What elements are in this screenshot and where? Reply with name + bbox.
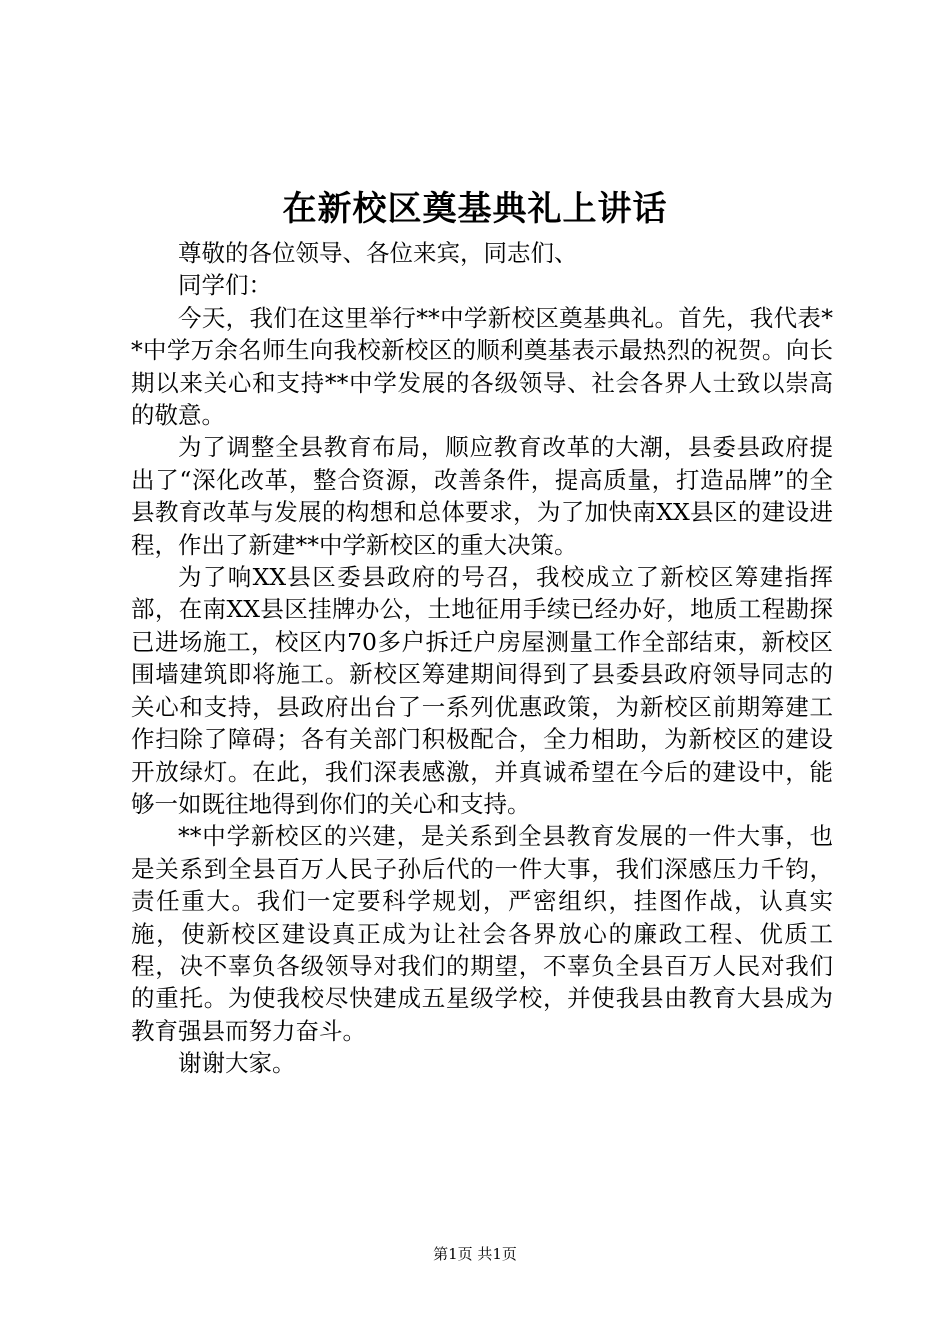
paragraph-opening: 今天，我们在这里举行**中学新校区奠基典礼。首先，我代表**中学万余名师生向我校新校区的顺利奠基表示最热烈的祝贺。向长期以来关心和支持**中学发展的各级领导、社会各界人士致以崇高的敬意。: [131, 303, 833, 430]
page-number: 第1页 共1页: [433, 1245, 517, 1263]
salutation-line-1: 尊敬的各位领导、各位来宾，同志们、: [178, 239, 578, 267]
document-body: [131, 237, 833, 1080]
salutation-line-2: 同学们：: [178, 271, 272, 300]
paragraph-background: 为了调整全县教育布局，顺应教育改革的大潮，县委县政府提出了“深化改革，整合资源，改善条件，提高质量，打造品牌”的全县教育改革与发展的构想和总体要求，为了加快南XX县区的建设进程，作出了新建**中学新校区的重大决策。: [131, 433, 833, 559]
paragraph-progress: 为了响XX县区委县政府的号召，我校成立了新校区筹建指挥部，在南XX县区挂牌办公，土地征用手续已经办好，地质工程勘探已进场施工，校区内70多户拆迁户房屋测量工作全部结束，新校区围墙建筑即将施工。新校区筹建期间得到了县委县政府领导同志的关心和支持，县政府出台了一系列优惠政策，为新校区前期筹建工作扫除了障碍；各有关部门积极配合，全力相助，为新校区的建设开放绿灯。在此，我们深表感激，并真诚希望在今后的建设中，能够一如既往地得到你们的关心和支持。: [131, 563, 833, 818]
paragraph-commitment: **中学新校区的兴建，是关系到全县教育发展的一件大事，也是关系到全县百万人民子孙后代的一件大事，我们深感压力千钧，责任重大。我们一定要科学规划，严密组织，挂图作战，认真实施，使新校区建设真正成为让社会各界放心的廉政工程、优质工程，决不辜负各级领导对我们的期望，不辜负全县百万人民对我们的重托。为使我校尽快建成五星级学校，并使我县由教育大县成为教育强县而努力奋斗。: [131, 822, 833, 1045]
closing-thanks: 谢谢大家。: [178, 1049, 296, 1078]
document-title: 在新校区奠基典礼上讲话: [282, 189, 668, 229]
